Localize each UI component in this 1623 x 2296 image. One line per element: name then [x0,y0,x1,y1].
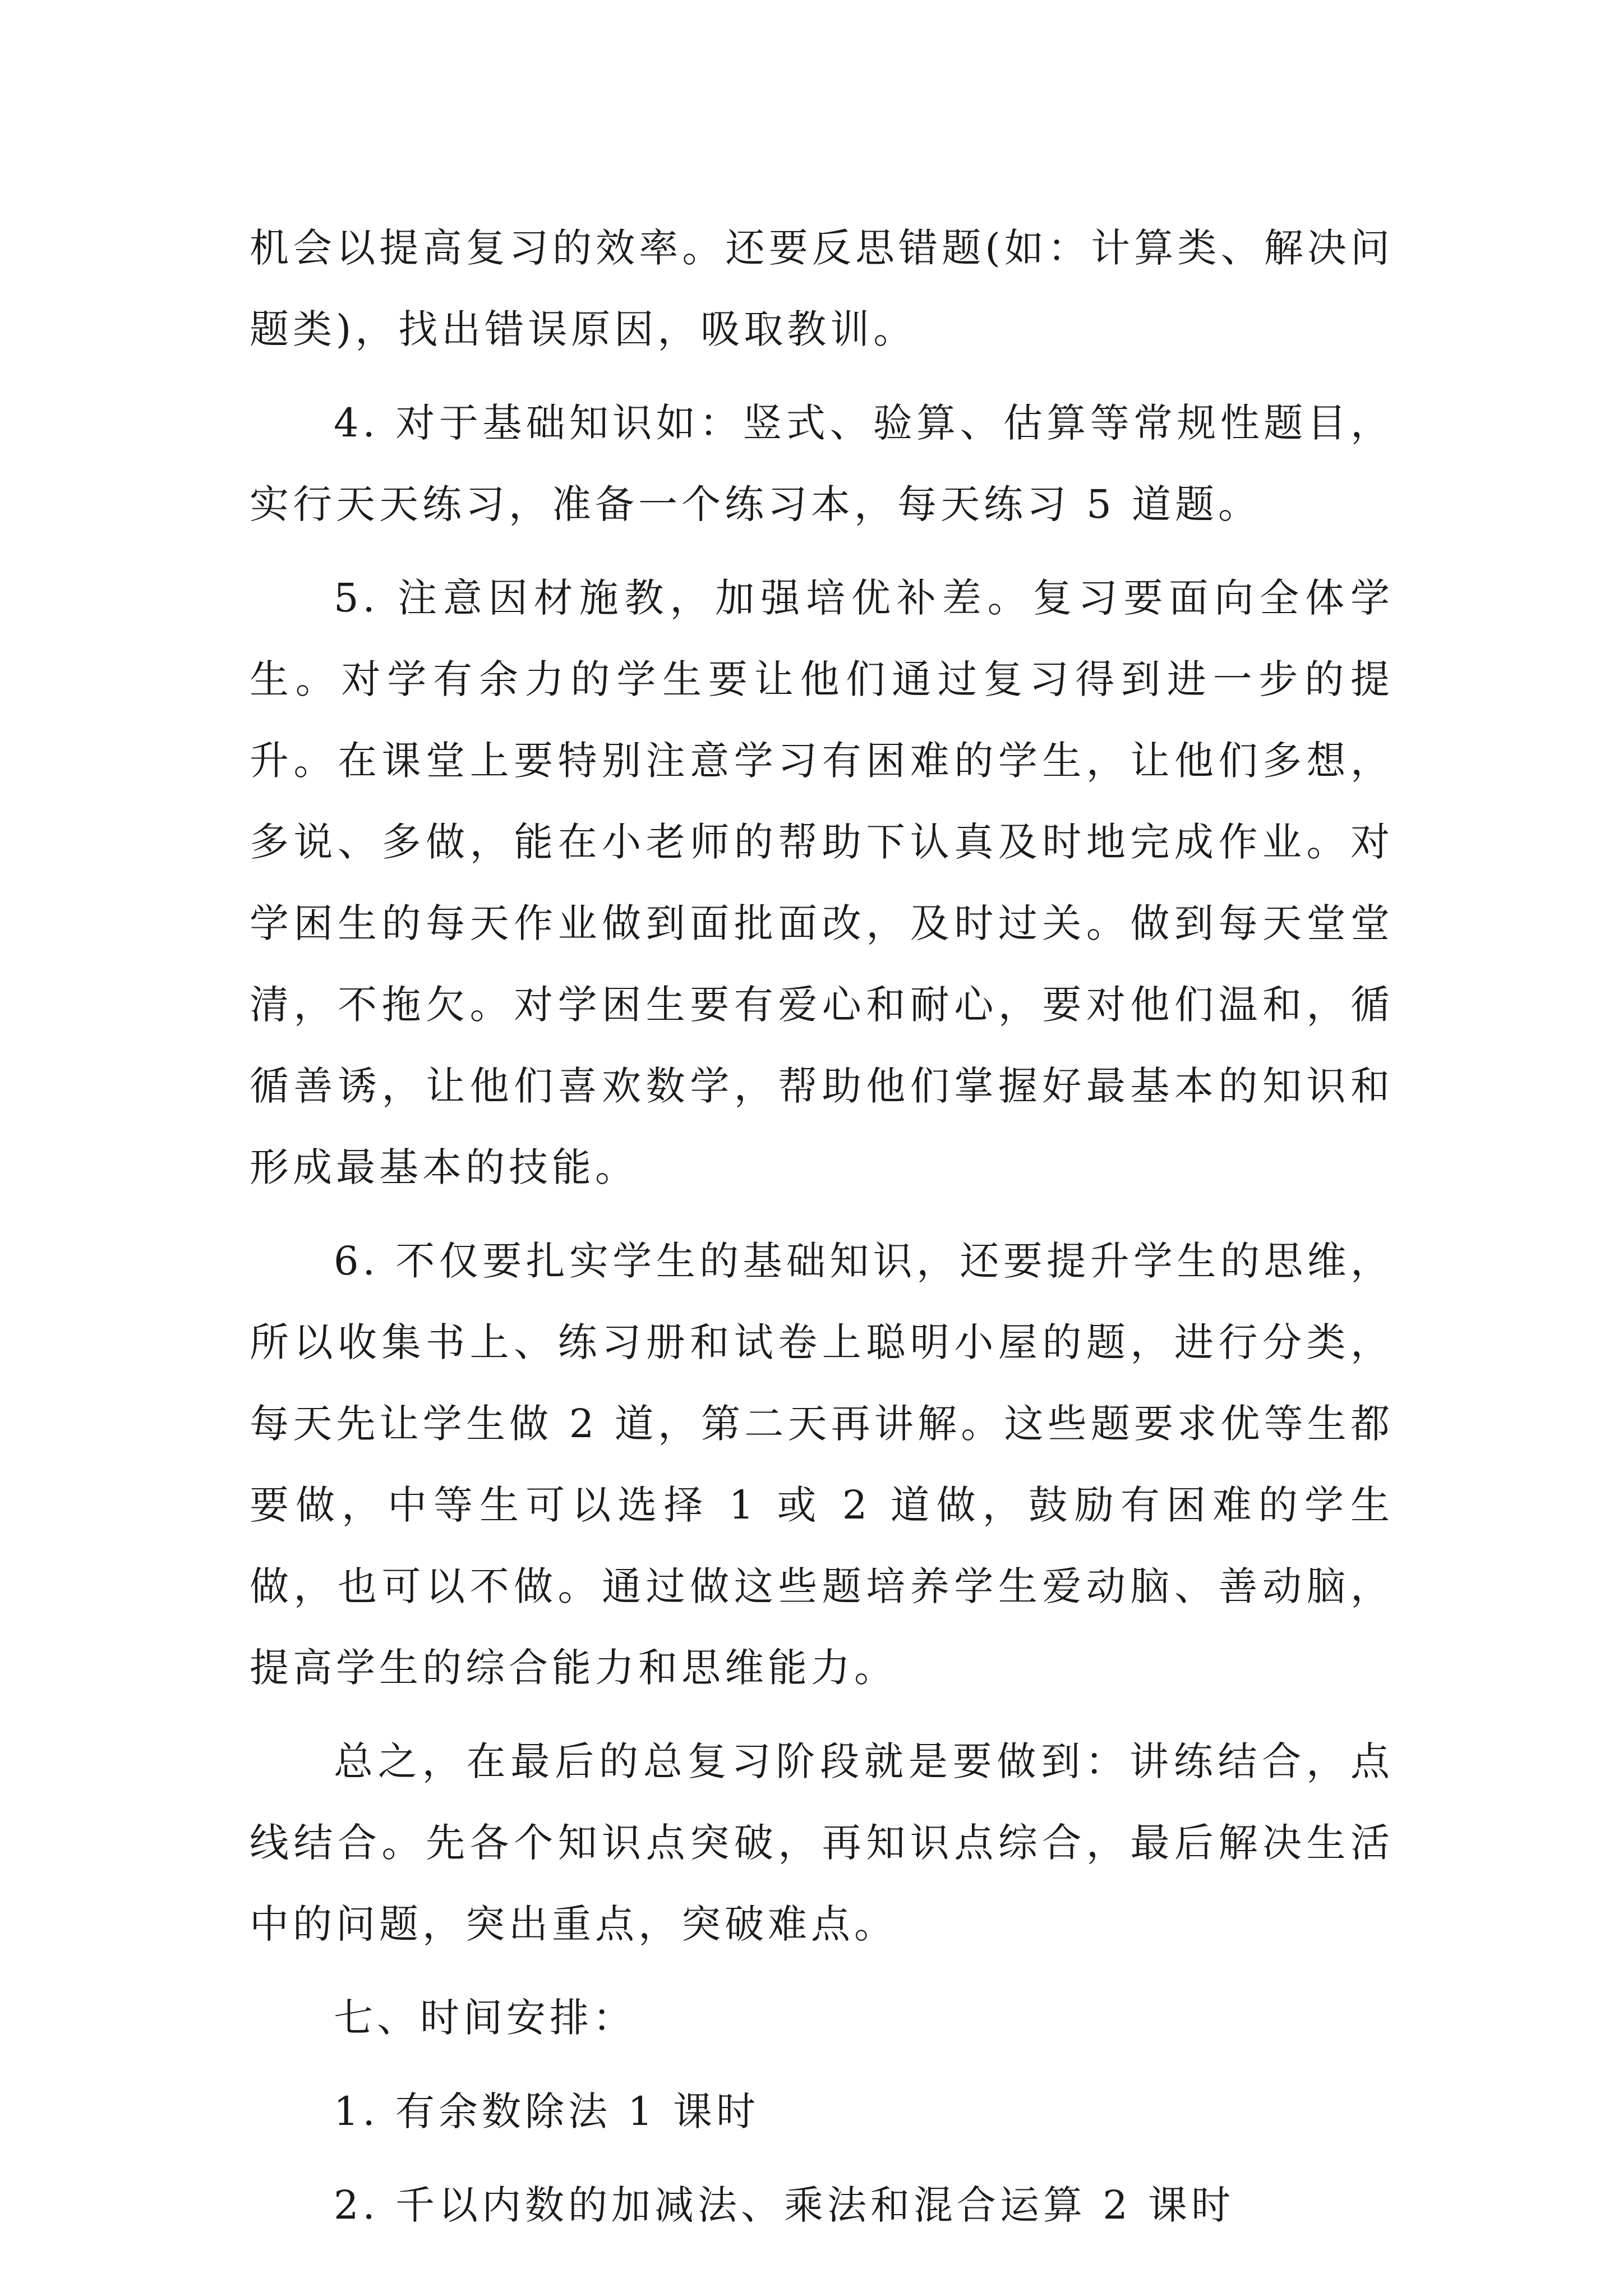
schedule-item-2: 2. 千以内数的加减法、乘法和混合运算 2 课时 [334,2182,1235,2228]
schedule-item-1: 1. 有余数除法 1 课时 [334,2088,760,2134]
paragraph-item-5: 5. 注意因材施教，加强培优补差。复习要面向全体学生。对学有余力的学生要让他们通过复习得到进一步的提升。在课堂上要特别注意学习有困难的学生，让他们多想，多说、多做，能在小老师的帮助下认真及时地完成作业。对学困生的每天作业做到面批面改，及时过关。做到每天堂堂清，不拖欠。对学困生要有爱心和耐心，要对他们温和，循循善诱，让他们喜欢数学，帮助他们掌握好最基本的知识和形成最基本的技能。 [250,575,1394,1190]
paragraph-item-4: 4. 对于基础知识如：竖式、验算、估算等常规性题目，实行天天练习，准备一个练习本，每天练习 5 道题。 [250,400,1394,527]
section-heading-schedule: 七、时间安排： [334,1995,636,2041]
paragraph-summary: 总之，在最后的总复习阶段就是要做到：讲练结合，点线结合。先各个知识点突破，再知识点综合，最后解决生活中的问题，突出重点，突破难点。 [250,1738,1394,1947]
paragraph-item-6: 6. 不仅要扎实学生的基础知识，还要提升学生的思维，所以收集书上、练习册和试卷上聪明小屋的题，进行分类，每天先让学生做 2 道，第二天再讲解。这些题要求优等生都要做，中等生可以选择 1 或 2 道做，鼓励有困难的学生做，也可以不做。通过做这些题培养学生爱动脑、善动脑，提高学生的综合能力和思维能力。 [250,1238,1394,1691]
paragraph-continuation: 机会以提高复习的效率。还要反思错题(如：计算类、解决问题类)，找出错误原因，吸取教训。 [250,225,1394,352]
document-body [250,208,1394,2258]
